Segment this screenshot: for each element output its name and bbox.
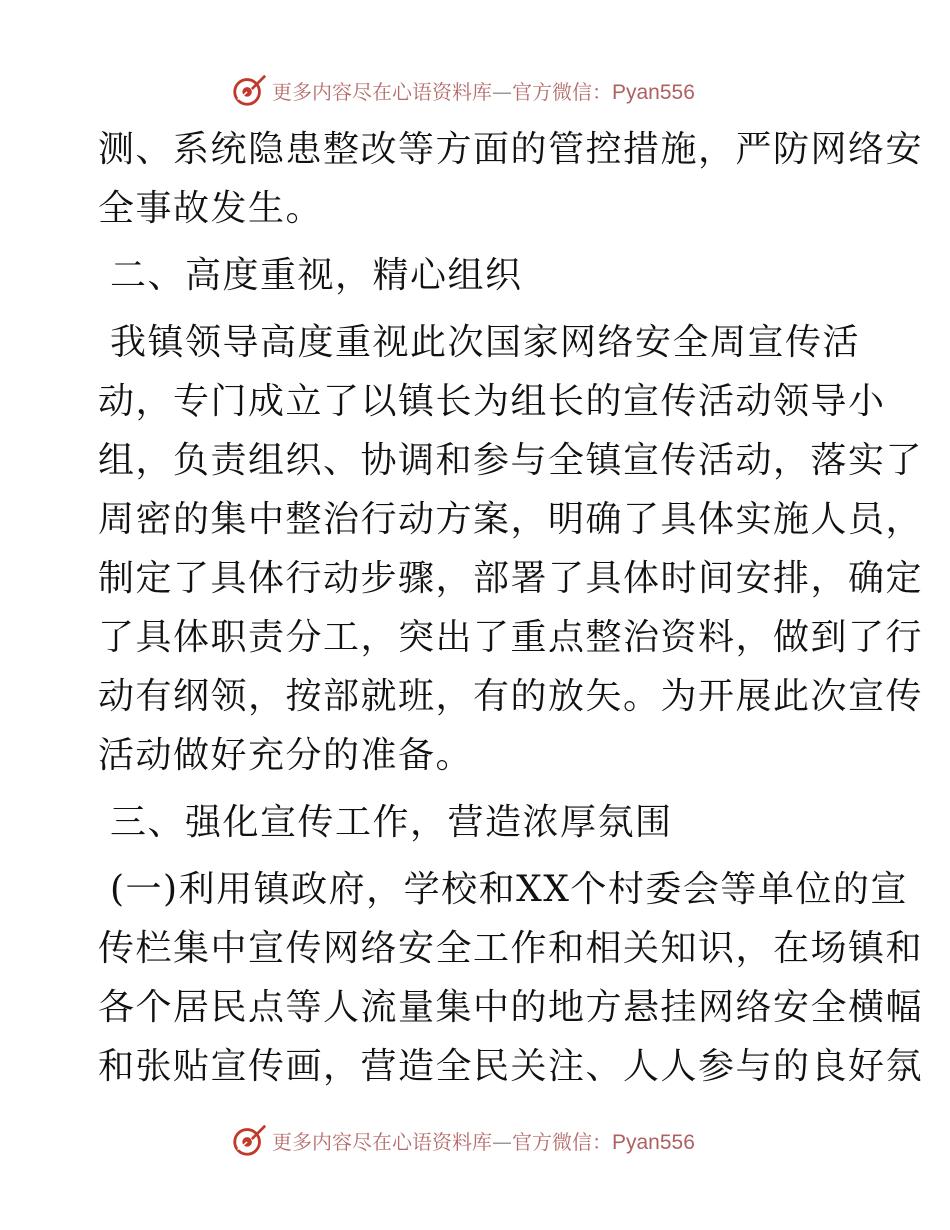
paragraph-line: 测、系统隐患整改等方面的管控措施，严防网络安 [98,129,924,170]
footer-watermark [230,1120,750,1160]
header-watermark [230,70,750,110]
watermark-official: 官方微信： [512,79,612,104]
paragraph-line: 各个居民点等人流量集中的地方悬挂网络安全横幅 [98,987,924,1028]
paragraph-line: 制定了具体行动步骤，部署了具体时间安排，确定 [98,558,924,599]
pen-seal-icon [230,71,268,109]
watermark-wechat-id: Pyan556 [612,1130,695,1154]
paragraph-line: 动，专门成立了以镇长为组长的宣传活动领导小 [98,381,886,422]
watermark-separator: — [492,1129,512,1154]
paragraph-line: 组，负责组织、协调和参与全镇宣传活动，落实了 [98,440,924,481]
pen-seal-icon [230,1121,268,1159]
paragraph-line: 全事故发生。 [98,188,324,229]
section-heading: 三、强化宣传工作，营造浓厚氛围 [110,802,673,843]
watermark-text [272,76,695,105]
watermark-text [272,1126,695,1155]
paragraph-line: (一)利用镇政府，学校和XX个村委会等单位的宣 [110,869,908,910]
paragraph-line: 传栏集中宣传网络安全工作和相关知识，在场镇和 [98,928,924,969]
paragraph-line: 动有纲领，按部就班，有的放矢。为开展此次宣传 [98,676,924,717]
paragraph-line: 我镇领导高度重视此次国家网络安全周宣传活 [110,322,861,363]
body-text [98,120,924,1096]
section-heading: 二、高度重视，精心组织 [110,255,523,296]
watermark-wechat-id: Pyan556 [612,80,695,104]
paragraph-line: 活动做好充分的准备。 [98,735,474,776]
watermark-official: 官方微信： [512,1129,612,1154]
paragraph-line: 周密的集中整治行动方案，明确了具体实施人员， [98,499,924,540]
watermark-brand: 更多内容尽在心语资料库 [272,1129,492,1154]
paragraph-line: 了具体职责分工，突出了重点整治资料，做到了行 [98,617,924,658]
watermark-brand: 更多内容尽在心语资料库 [272,79,492,104]
watermark-separator: — [492,79,512,104]
paragraph-line: 和张贴宣传画，营造全民关注、人人参与的良好氛 [98,1046,924,1087]
